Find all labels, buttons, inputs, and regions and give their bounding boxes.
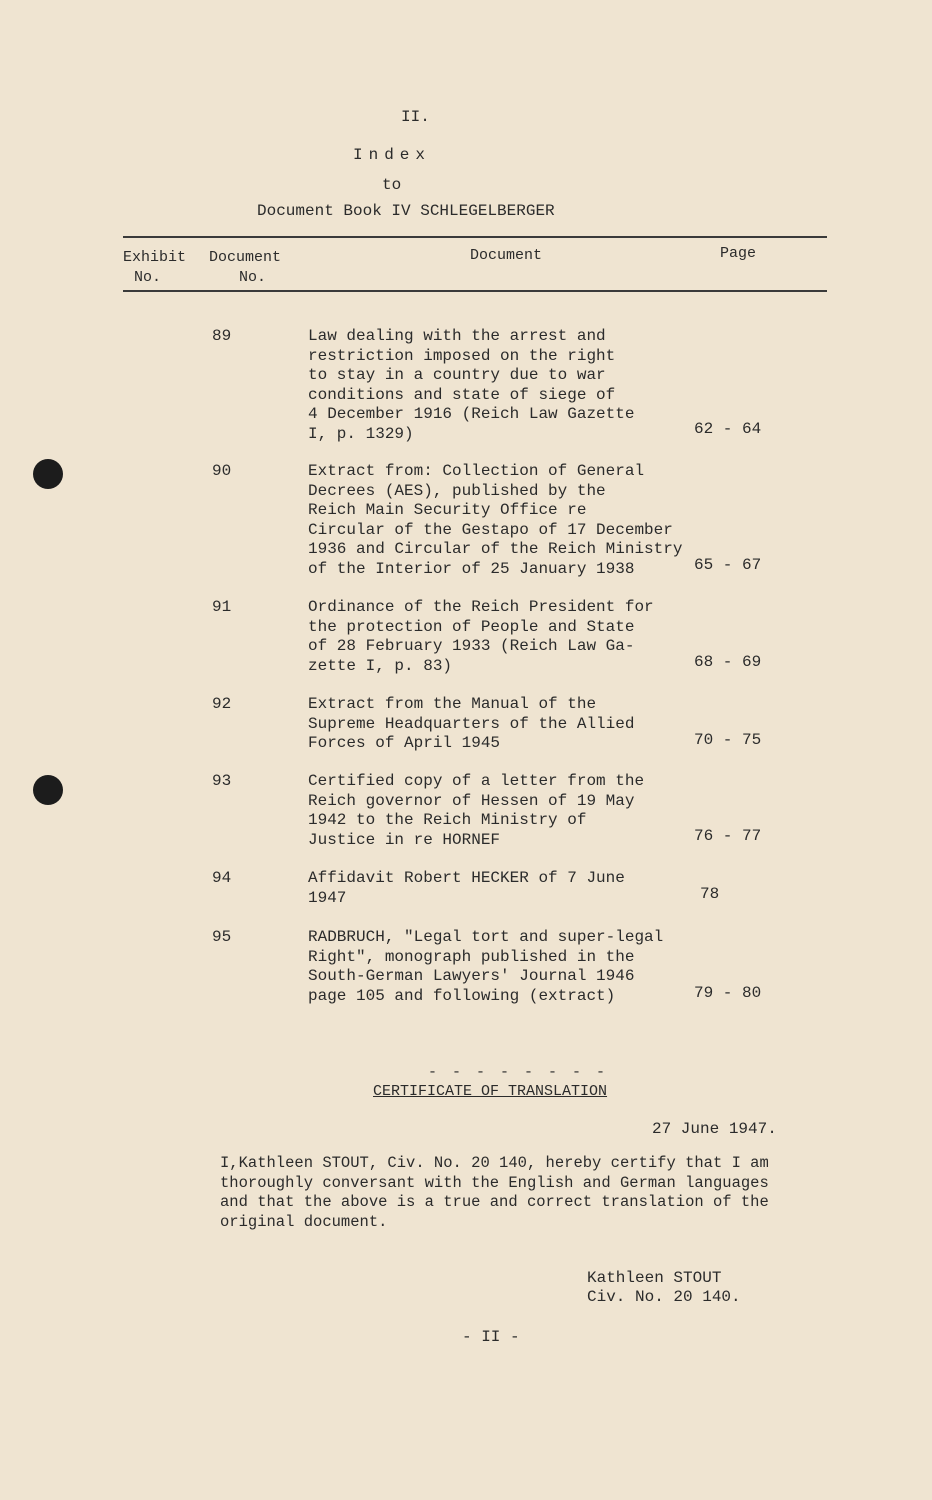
col-header-exhibit-no: No. bbox=[134, 269, 162, 286]
row-document-line: to stay in a country due to war bbox=[308, 366, 606, 384]
row-document-line: Forces of April 1945 bbox=[308, 734, 501, 752]
section-divider: - - - - - - - - bbox=[428, 1064, 609, 1081]
row-document-no: 89 bbox=[212, 327, 232, 345]
row-document-no: 93 bbox=[212, 772, 232, 790]
row-document-line: Right", monograph published in the bbox=[308, 947, 635, 966]
row-page: 68 - 69 bbox=[694, 653, 762, 671]
certificate-body: I,Kathleen STOUT, Civ. No. 20 140, hereby certify that I am thoroughly conversant with the English and German languages and that the above is a true and correct translation of the original document. bbox=[220, 1154, 769, 1231]
col-header-document: Document bbox=[470, 247, 543, 264]
col-header-document-no-sub: No. bbox=[239, 269, 267, 286]
row-page: 65 - 67 bbox=[694, 556, 762, 574]
page-roman-number: II. bbox=[401, 108, 430, 126]
row-document-line: 1936 and Circular of the Reich Ministry bbox=[308, 540, 683, 558]
row-document-line: Reich governor of Hessen of 19 May bbox=[308, 791, 635, 810]
row-document-no: 90 bbox=[212, 462, 232, 480]
row-document-line: Extract from: Collection of General bbox=[308, 462, 645, 480]
table-header-rule bbox=[123, 290, 827, 292]
row-document-line: 1942 to the Reich Ministry of bbox=[308, 811, 587, 829]
row-document-line: restriction imposed on the right bbox=[308, 346, 616, 365]
row-document-line: Justice in re HORNEF bbox=[308, 830, 501, 849]
row-document-line: the protection of People and State bbox=[308, 617, 635, 636]
col-header-document-no: Document bbox=[209, 249, 282, 266]
row-document-no: 95 bbox=[212, 928, 232, 946]
row-page: 76 - 77 bbox=[694, 827, 762, 845]
row-page: 70 - 75 bbox=[694, 731, 762, 749]
row-page: 62 - 64 bbox=[694, 420, 762, 438]
row-document-line: page 105 and following (extract) bbox=[308, 986, 616, 1005]
row-document-line: Extract from the Manual of the bbox=[308, 695, 597, 713]
row-document-line: Ordinance of the Reich President for bbox=[308, 598, 654, 616]
col-header-page: Page bbox=[720, 245, 757, 262]
punch-hole bbox=[33, 775, 63, 805]
row-document-line: of the Interior of 25 January 1938 bbox=[308, 559, 635, 578]
row-document-no: 92 bbox=[212, 695, 232, 713]
row-document-line: Circular of the Gestapo of 17 December bbox=[308, 520, 673, 539]
row-document-line: I, p. 1329) bbox=[308, 424, 414, 443]
certificate-date: 27 June 1947. bbox=[652, 1120, 777, 1138]
row-document-line: South-German Lawyers' Journal 1946 bbox=[308, 967, 635, 985]
page-footer: - II - bbox=[462, 1328, 520, 1346]
certificate-title: CERTIFICATE OF TRANSLATION bbox=[373, 1083, 608, 1100]
punch-hole bbox=[33, 459, 63, 489]
row-document-line: 4 December 1916 (Reich Law Gazette bbox=[308, 405, 635, 423]
table-top-rule bbox=[123, 236, 827, 238]
row-document-line: Affidavit Robert HECKER of 7 June bbox=[308, 869, 625, 887]
row-document-line: 1947 bbox=[308, 888, 347, 907]
row-document-line: Supreme Headquarters of the Allied bbox=[308, 714, 635, 733]
row-document-line: Law dealing with the arrest and bbox=[308, 327, 606, 345]
col-header-exhibit: Exhibit bbox=[123, 249, 187, 266]
row-document-line: RADBRUCH, "Legal tort and super-legal bbox=[308, 928, 664, 946]
index-to: to bbox=[382, 176, 402, 194]
row-document-no: 91 bbox=[212, 598, 232, 616]
row-document-line: Certified copy of a letter from the bbox=[308, 772, 645, 790]
signature-civ-no: Civ. No. 20 140. bbox=[587, 1288, 741, 1306]
row-document-line: Reich Main Security Office re bbox=[308, 501, 587, 519]
row-document-no: 94 bbox=[212, 869, 232, 887]
document-book-title: Document Book IV SCHLEGELBERGER bbox=[257, 202, 555, 220]
row-page: 78 bbox=[700, 885, 720, 903]
row-page: 79 - 80 bbox=[694, 984, 762, 1002]
signature-name: Kathleen STOUT bbox=[587, 1269, 722, 1287]
row-document-line: Decrees (AES), published by the bbox=[308, 481, 606, 500]
row-document-line: conditions and state of siege of bbox=[308, 385, 616, 404]
row-document-line: of 28 February 1933 (Reich Law Ga- bbox=[308, 637, 635, 655]
row-document-line: zette I, p. 83) bbox=[308, 656, 453, 675]
index-title: Index bbox=[353, 146, 432, 164]
